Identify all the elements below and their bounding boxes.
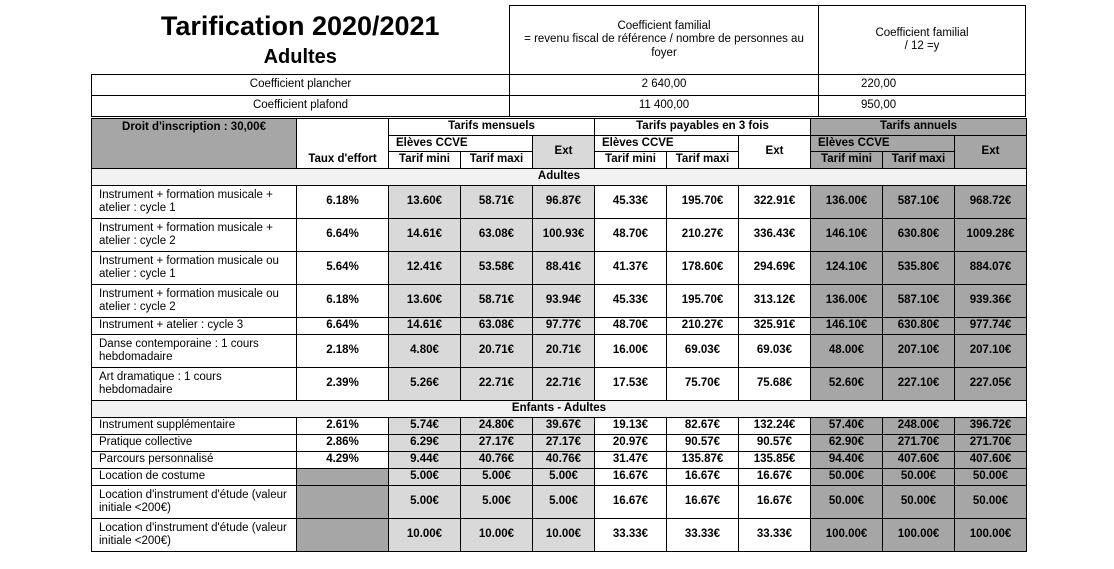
- price-cell: 57.40€: [811, 418, 883, 435]
- price-cell: 313.12€: [739, 285, 811, 318]
- price-cell: 16.67€: [595, 469, 667, 486]
- price-cell: 33.33€: [595, 519, 667, 552]
- table-row: [92, 335, 1027, 368]
- effort-rate: 6.64%: [297, 219, 389, 252]
- price-cell: 69.03€: [739, 335, 811, 368]
- effort-rate: 2.61%: [297, 418, 389, 435]
- price-cell: 17.53€: [595, 368, 667, 401]
- price-cell: 9.44€: [389, 452, 461, 469]
- price-cell: 13.60€: [389, 186, 461, 219]
- price-cell: 587.10€: [883, 186, 955, 219]
- price-cell: 4.80€: [389, 335, 461, 368]
- price-cell: 5.74€: [389, 418, 461, 435]
- ext-three: Ext: [739, 136, 811, 169]
- effort-rate: 5.64%: [297, 252, 389, 285]
- price-cell: 135.85€: [739, 452, 811, 469]
- tariff-table: [91, 118, 1027, 552]
- effort-rate: 2.86%: [297, 435, 389, 452]
- price-cell: 195.70€: [667, 186, 739, 219]
- row-label: Instrument + formation musicale + atelier : cycle 2: [92, 219, 297, 252]
- price-cell: 535.80€: [883, 252, 955, 285]
- row-label: Instrument + atelier : cycle 3: [92, 318, 297, 335]
- price-cell: 27.17€: [533, 435, 595, 452]
- row-label: Danse contemporaine : 1 cours hebdomadaire: [92, 335, 297, 368]
- price-cell: 90.57€: [667, 435, 739, 452]
- price-cell: 210.27€: [667, 219, 739, 252]
- page-title: Tarification 2020/2021: [160, 10, 440, 41]
- price-cell: 271.70€: [883, 435, 955, 452]
- price-cell: 12.41€: [389, 252, 461, 285]
- price-cell: 195.70€: [667, 285, 739, 318]
- table-row: [92, 219, 1027, 252]
- price-cell: 20.71€: [533, 335, 595, 368]
- price-cell: 40.76€: [461, 452, 533, 469]
- effort-rate: 6.18%: [297, 285, 389, 318]
- price-cell: 50.00€: [811, 486, 883, 519]
- price-cell: 5.00€: [461, 469, 533, 486]
- coef-definition: Coefficient familial = revenu fiscal de référence / nombre de personnes au foyer: [510, 6, 819, 75]
- section-header: Adultes: [92, 169, 1027, 186]
- price-cell: 1009.28€: [955, 219, 1027, 252]
- monthly-header: Tarifs mensuels: [389, 119, 595, 136]
- price-cell: 146.10€: [811, 318, 883, 335]
- table-row: [92, 486, 1027, 519]
- price-cell: 20.71€: [461, 335, 533, 368]
- effort-rate: 2.39%: [297, 368, 389, 401]
- row-label: Instrument + formation musicale ou atelier : cycle 1: [92, 252, 297, 285]
- header-spacer: [92, 152, 297, 169]
- coef-monthly-definition: Coefficient familial / 12 =y: [819, 6, 1026, 75]
- price-cell: 587.10€: [883, 285, 955, 318]
- price-cell: 50.00€: [955, 486, 1027, 519]
- price-cell: 16.67€: [739, 469, 811, 486]
- price-cell: 63.08€: [461, 318, 533, 335]
- min-monthly: Tarif mini: [389, 152, 461, 169]
- price-cell: 16.67€: [667, 486, 739, 519]
- price-cell: 16.00€: [595, 335, 667, 368]
- table-row: [92, 285, 1027, 318]
- row-label: Art dramatique : 1 cours hebdomadaire: [92, 368, 297, 401]
- ccve-three: Elèves CCVE: [595, 136, 739, 152]
- table-row: [92, 452, 1027, 469]
- floor-label: Coefficient plancher: [92, 75, 510, 96]
- effort-rate: 2.18%: [297, 335, 389, 368]
- price-cell: 94.40€: [811, 452, 883, 469]
- price-cell: 93.94€: [533, 285, 595, 318]
- price-cell: 75.70€: [667, 368, 739, 401]
- price-cell: 977.74€: [955, 318, 1027, 335]
- price-cell: 5.00€: [389, 486, 461, 519]
- price-cell: 968.72€: [955, 186, 1027, 219]
- price-cell: 48.70€: [595, 219, 667, 252]
- price-cell: 33.33€: [667, 519, 739, 552]
- price-cell: 50.00€: [883, 486, 955, 519]
- price-cell: 10.00€: [461, 519, 533, 552]
- three-payments-header: Tarifs payables en 3 fois: [595, 119, 811, 136]
- price-cell: 48.70€: [595, 318, 667, 335]
- max-annual: Tarif maxi: [883, 152, 955, 169]
- price-cell: 630.80€: [883, 219, 955, 252]
- price-cell: 24.80€: [461, 418, 533, 435]
- price-cell: 207.10€: [883, 335, 955, 368]
- price-cell: 100.00€: [811, 519, 883, 552]
- header-spacer: [92, 136, 297, 152]
- price-cell: 19.13€: [595, 418, 667, 435]
- price-cell: 884.07€: [955, 252, 1027, 285]
- row-label: Location d'instrument d'étude (valeur initiale <200€): [92, 519, 297, 552]
- price-cell: 10.00€: [533, 519, 595, 552]
- price-cell: 210.27€: [667, 318, 739, 335]
- row-label: Instrument + formation musicale + atelier : cycle 1: [92, 186, 297, 219]
- effort-rate: [297, 486, 389, 519]
- price-cell: 630.80€: [883, 318, 955, 335]
- price-cell: 63.08€: [461, 219, 533, 252]
- row-label: Parcours personnalisé: [92, 452, 297, 469]
- section-header: Enfants - Adultes: [92, 401, 1027, 418]
- price-cell: 53.58€: [461, 252, 533, 285]
- effort-head-spacer: [297, 119, 389, 136]
- table-row: [92, 186, 1027, 219]
- price-cell: 227.10€: [883, 368, 955, 401]
- table-row: [92, 469, 1027, 486]
- price-cell: 41.37€: [595, 252, 667, 285]
- price-cell: 136.00€: [811, 285, 883, 318]
- price-cell: 5.00€: [389, 469, 461, 486]
- effort-header: Taux d'effort: [297, 152, 389, 169]
- price-cell: 50.00€: [955, 469, 1027, 486]
- price-cell: 40.76€: [533, 452, 595, 469]
- price-cell: 45.33€: [595, 285, 667, 318]
- price-cell: 407.60€: [955, 452, 1027, 469]
- row-label: Pratique collective: [92, 435, 297, 452]
- price-cell: 96.87€: [533, 186, 595, 219]
- price-cell: 132.24€: [739, 418, 811, 435]
- registration-fee: Droit d'inscription : 30,00€: [92, 119, 297, 136]
- page-subtitle: Adultes: [263, 45, 337, 68]
- coefficient-table: [91, 5, 1026, 117]
- price-cell: 16.67€: [739, 486, 811, 519]
- ccve-monthly: Elèves CCVE: [389, 136, 533, 152]
- price-cell: 136.00€: [811, 186, 883, 219]
- price-cell: 27.17€: [461, 435, 533, 452]
- price-cell: 16.67€: [667, 469, 739, 486]
- price-cell: 227.05€: [955, 368, 1027, 401]
- price-cell: 39.67€: [533, 418, 595, 435]
- floor-monthly: 220,00: [819, 75, 1026, 96]
- ext-annual: Ext: [955, 136, 1027, 169]
- ext-monthly: Ext: [533, 136, 595, 169]
- price-cell: 75.68€: [739, 368, 811, 401]
- price-cell: 16.67€: [595, 486, 667, 519]
- table-row: [92, 435, 1027, 452]
- min-three: Tarif mini: [595, 152, 667, 169]
- price-cell: 294.69€: [739, 252, 811, 285]
- price-cell: 5.00€: [461, 486, 533, 519]
- max-three: Tarif maxi: [667, 152, 739, 169]
- price-cell: 124.10€: [811, 252, 883, 285]
- table-row: [92, 252, 1027, 285]
- price-cell: 100.00€: [883, 519, 955, 552]
- row-label: Instrument supplémentaire: [92, 418, 297, 435]
- price-cell: 325.91€: [739, 318, 811, 335]
- row-label: Instrument + formation musicale ou atelier : cycle 2: [92, 285, 297, 318]
- effort-rate: 4.29%: [297, 452, 389, 469]
- table-row: [92, 418, 1027, 435]
- price-cell: 271.70€: [955, 435, 1027, 452]
- price-cell: 33.33€: [739, 519, 811, 552]
- max-monthly: Tarif maxi: [461, 152, 533, 169]
- price-cell: 52.60€: [811, 368, 883, 401]
- price-cell: 14.61€: [389, 219, 461, 252]
- title-block: [92, 6, 510, 75]
- ccve-annual: Elèves CCVE: [811, 136, 955, 152]
- ceiling-annual: 11 400,00: [510, 96, 819, 117]
- price-cell: 22.71€: [461, 368, 533, 401]
- price-cell: 207.10€: [955, 335, 1027, 368]
- ceiling-label: Coefficient plafond: [92, 96, 510, 117]
- price-cell: 45.33€: [595, 186, 667, 219]
- annual-header: Tarifs annuels: [811, 119, 1027, 136]
- price-cell: 248.00€: [883, 418, 955, 435]
- min-annual: Tarif mini: [811, 152, 883, 169]
- ceiling-monthly: 950,00: [819, 96, 1026, 117]
- price-cell: 407.60€: [883, 452, 955, 469]
- price-cell: 336.43€: [739, 219, 811, 252]
- price-cell: 10.00€: [389, 519, 461, 552]
- price-cell: 5.00€: [533, 486, 595, 519]
- price-cell: 90.57€: [739, 435, 811, 452]
- price-cell: 14.61€: [389, 318, 461, 335]
- price-cell: 48.00€: [811, 335, 883, 368]
- price-cell: 69.03€: [667, 335, 739, 368]
- price-cell: 146.10€: [811, 219, 883, 252]
- table-row: [92, 318, 1027, 335]
- price-cell: 58.71€: [461, 186, 533, 219]
- price-cell: 100.93€: [533, 219, 595, 252]
- price-cell: 6.29€: [389, 435, 461, 452]
- table-row: [92, 368, 1027, 401]
- price-cell: 396.72€: [955, 418, 1027, 435]
- row-label: Location de costume: [92, 469, 297, 486]
- price-cell: 22.71€: [533, 368, 595, 401]
- price-cell: 322.91€: [739, 186, 811, 219]
- price-cell: 62.90€: [811, 435, 883, 452]
- price-cell: 31.47€: [595, 452, 667, 469]
- effort-rate: 6.64%: [297, 318, 389, 335]
- price-cell: 58.71€: [461, 285, 533, 318]
- price-cell: 50.00€: [883, 469, 955, 486]
- price-cell: 5.26€: [389, 368, 461, 401]
- table-row: [92, 519, 1027, 552]
- price-cell: 100.00€: [955, 519, 1027, 552]
- price-cell: 82.67€: [667, 418, 739, 435]
- price-cell: 50.00€: [811, 469, 883, 486]
- price-cell: 20.97€: [595, 435, 667, 452]
- price-cell: 13.60€: [389, 285, 461, 318]
- price-cell: 135.87€: [667, 452, 739, 469]
- effort-head-spacer: [297, 136, 389, 152]
- price-cell: 88.41€: [533, 252, 595, 285]
- price-cell: 97.77€: [533, 318, 595, 335]
- effort-rate: [297, 519, 389, 552]
- price-cell: 939.36€: [955, 285, 1027, 318]
- effort-rate: [297, 469, 389, 486]
- floor-annual: 2 640,00: [510, 75, 819, 96]
- row-label: Location d'instrument d'étude (valeur initiale <200€): [92, 486, 297, 519]
- price-cell: 178.60€: [667, 252, 739, 285]
- effort-rate: 6.18%: [297, 186, 389, 219]
- price-cell: 5.00€: [533, 469, 595, 486]
